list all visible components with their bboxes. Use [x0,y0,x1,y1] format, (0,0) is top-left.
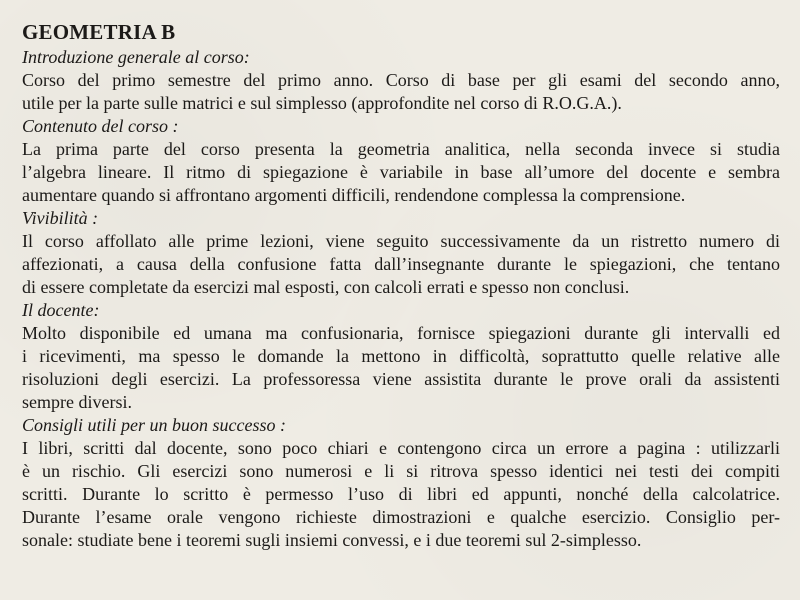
paragraph-line: sempre diversi. [22,392,132,412]
document-title: GEOMETRIA B [22,20,176,44]
section-consigli [22,414,780,552]
section-paragraph [22,230,780,299]
section-docente [22,299,780,414]
paragraph-line: è un rischio. Gli esercizi sono numerosi e li si ritrova spesso identici nei testi dei compiti [22,461,780,481]
document-page [22,20,780,552]
section-contenuto [22,115,780,207]
section-heading: Contenuto del corso : [22,116,179,136]
section-paragraph [22,69,780,115]
paragraph-line: Durante l’esame orale vengono richieste dimostrazioni e qualche esercizio. Consiglio per- [22,507,780,527]
section-heading: Il docente: [22,300,100,320]
section-paragraph [22,437,780,552]
section-paragraph [22,322,780,414]
paragraph-line: I libri, scritti dal docente, sono poco chiari e contengono circa un errore a pagina : utilizzarli [22,438,780,458]
paragraph-line: i ricevimenti, ma spesso le domande la mettono in difficoltà, soprattutto quelle relative alle [22,346,780,366]
section-heading: Vivibilità : [22,208,99,228]
paragraph-line: aumentare quando si affrontano argomenti difficili, rendendone complessa la comprensione. [22,185,686,205]
paragraph-line: La prima parte del corso presenta la geometria analitica, nella seconda invece si studia [22,139,780,159]
paragraph-line: sonale: studiate bene i teoremi sugli insiemi convessi, e i due teoremi sul 2-simplesso. [22,530,642,550]
section-heading: Consigli utili per un buon successo : [22,415,286,435]
paragraph-line: risoluzioni degli esercizi. La professoressa viene assistita durante le prove orali da assistenti [22,369,780,389]
section-introduzione [22,46,780,115]
paragraph-line: affezionati, a causa della confusione fatta dall’insegnante durante le spiegazioni, che tentano [22,254,780,274]
paragraph-line: utile per la parte sulle matrici e sul simplesso (approfondite nel corso di R.O.G.A.). [22,93,622,113]
section-paragraph [22,138,780,207]
section-heading: Introduzione generale al corso: [22,47,250,67]
paragraph-line: scritti. Durante lo scritto è permesso l’uso di libri ed appunti, nonché della calcolatrice. [22,484,780,504]
paragraph-line: di essere completate da esercizi mal esposti, con calcoli errati e spesso non conclusi. [22,277,630,297]
section-vivibilita [22,207,780,299]
paragraph-line: Il corso affollato alle prime lezioni, viene seguito successivamente da un ristretto numero di [22,231,780,251]
paragraph-line: l’algebra lineare. Il ritmo di spiegazione è variabile in base all’umore del docente e sembra [22,162,780,182]
paragraph-line: Molto disponibile ed umana ma confusionaria, fornisce spiegazioni durante gli intervalli ed [22,323,780,343]
paragraph-line: Corso del primo semestre del primo anno. Corso di base per gli esami del secondo anno, [22,70,780,90]
